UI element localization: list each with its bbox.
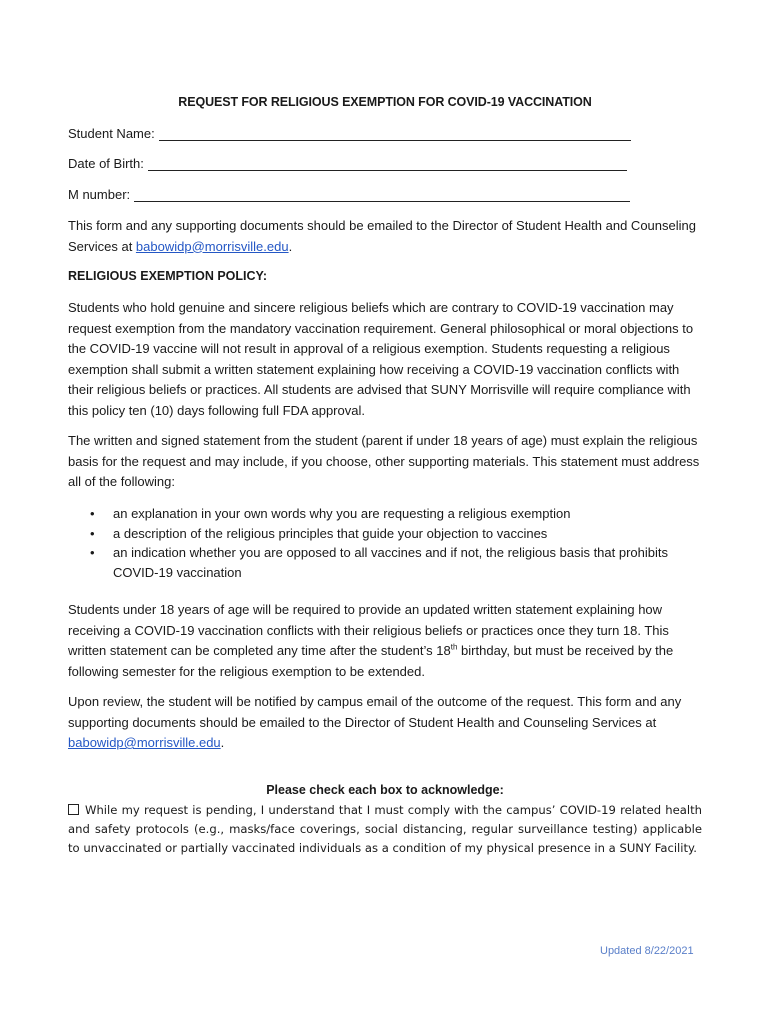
email-link[interactable]: babowidp@morrisville.edu (135, 238, 289, 254)
acknowledge-heading: Please check each box to acknowledge: (266, 783, 504, 797)
statement-paragraph: The written and signed statement from the student (parent if under 18 years of age) must explain the religious basis for the request and may include, if you choose, other supporting materials. This statement must address all of the following: (68, 433, 700, 489)
dob-label: Date of Birth: (68, 156, 144, 171)
list-item-text: an explanation in your own words why you are requesting a religious exemption (113, 506, 571, 521)
list-item (68, 543, 688, 582)
requirements-list (68, 504, 688, 582)
page-title: REQUEST FOR RELIGIOUS EXEMPTION FOR COVID-19 VACCINATION (178, 95, 592, 109)
list-item-text: a description of the religious principles that guide your objection to vaccines (113, 525, 548, 541)
m-number-field[interactable] (68, 187, 630, 202)
m-number-label: M number: (68, 187, 131, 202)
m-number-line[interactable] (134, 188, 630, 202)
list-item-text: an indication whether you are opposed to all vaccines and if not, the religious basis that prohibits COVID-19 vaccination (113, 545, 669, 580)
updated-date: Updated 8/22/2021 (600, 945, 694, 957)
acknowledge-checkbox[interactable] (68, 804, 79, 815)
review-text: Upon review, the student will be notified by campus email of the outcome of the request. This form and any supporting documents should be emailed to the Director of Student Health and Counseling Services at (68, 694, 682, 730)
dob-line[interactable] (148, 157, 627, 171)
list-item (68, 524, 688, 544)
bullet-icon: • (90, 506, 95, 521)
acknowledge-text: While my request is pending, I understand that I must comply with the campus’ COVID-19 related health and safety protocols (e.g., masks/face coverings, social distancing, regular surveillance testing) applicable to unvaccinated or partially vaccinated individuals as a condition of my physical presence in a SUNY Facility. (68, 803, 702, 855)
under18-text-end: birthday, but must be received by the following semester for the religious exemption to be extended. (68, 643, 674, 679)
student-name-field[interactable] (68, 126, 631, 141)
student-name-label: Student Name: (68, 126, 155, 141)
intro-paragraph (68, 216, 704, 257)
email-link[interactable]: babowidp@morrisville.edu (68, 735, 221, 750)
under18-text: Students under 18 years of age will be required to provide an updated written statement explaining how receiving a COVID-19 vaccination conflicts with their religious beliefs or practices once they turn 18. This written statement can be completed any time after the student’s 18 (68, 602, 669, 658)
review-text-end: . (220, 735, 225, 750)
intro-text: This form and any supporting documents should be emailed to the Director of Student Health and Counseling Services at (68, 218, 696, 254)
policy-heading: RELIGIOUS EXEMPTION POLICY: (68, 269, 268, 283)
intro-text-end: . (288, 238, 293, 254)
bullet-icon: • (90, 545, 95, 560)
dob-field[interactable] (68, 156, 627, 171)
superscript: th (450, 642, 458, 652)
review-paragraph (68, 692, 704, 754)
policy-paragraph: Students who hold genuine and sincere religious beliefs which are contrary to COVID-19 vaccination may request exemption from the mandatory vaccination requirement. General philosophical or moral objections to the COVID-19 vaccine will not result in approval of a religious exemption. Students requesting a religious exemption shall submit a written statement explaining how receiving a COVID-19 vaccination conflicts with their religious beliefs or practices. All students are advised that SUNY Morrisville will require compliance with this policy ten (10) days following full FDA approval. (68, 300, 694, 418)
list-item (68, 504, 688, 524)
student-name-line[interactable] (159, 127, 631, 141)
acknowledge-item (68, 801, 702, 858)
bullet-icon: • (90, 525, 95, 541)
under18-paragraph (68, 600, 704, 682)
